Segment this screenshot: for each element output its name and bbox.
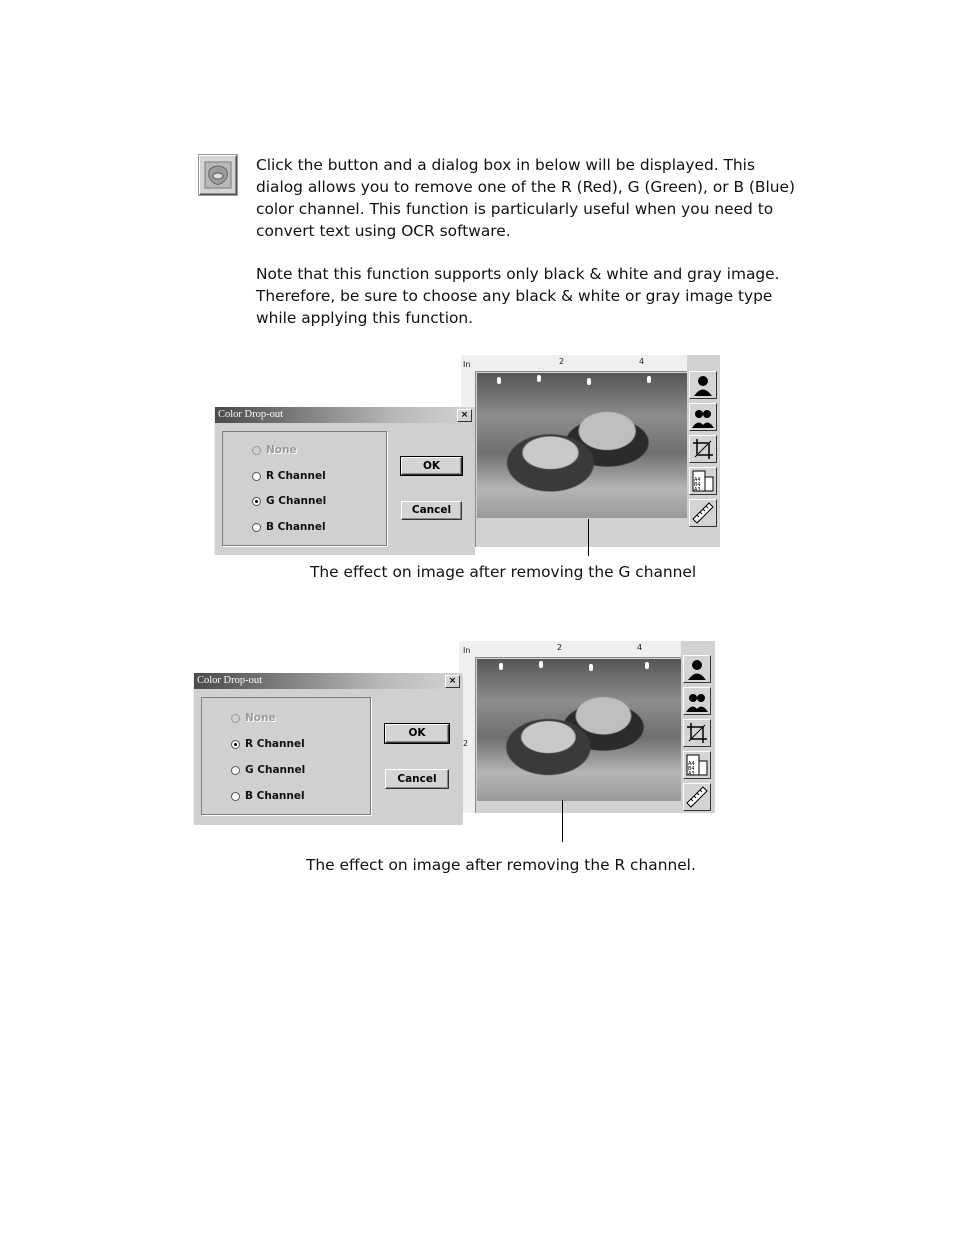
radio-b-channel[interactable]: B Channel (231, 790, 305, 802)
cancel-button[interactable]: Cancel (385, 769, 449, 789)
ok-button[interactable]: OK (385, 724, 449, 743)
channel-group (222, 431, 387, 546)
radio-none[interactable]: None (231, 712, 276, 724)
ruler-icon (685, 785, 709, 809)
radio-button-icon (252, 523, 261, 532)
preview-photo (477, 659, 681, 801)
intro-paragraph-2: Note that this function supports only black & white and gray image. Therefore, be sure to choose any black & white or gray image type while applying this function. (256, 265, 780, 327)
radio-g-channel[interactable]: G Channel (252, 495, 326, 507)
close-button[interactable]: × (457, 409, 472, 422)
group-portrait-button[interactable] (683, 687, 711, 715)
ruler-tick: 2 (559, 357, 565, 366)
radio-button-icon (231, 714, 240, 723)
color-dropout-icon (204, 161, 232, 189)
ruler-tick: 2 (463, 739, 469, 748)
dialog-titlebar (194, 673, 463, 689)
svg-text:A3: A3 (688, 771, 695, 777)
ruler-top (459, 641, 681, 658)
figure-caption-g: The effect on image after removing the G channel (310, 563, 697, 581)
crop-icon (691, 437, 715, 461)
paper-size-icon (685, 753, 709, 777)
color-dropout-dialog (214, 407, 475, 555)
preview-photo (477, 373, 687, 518)
preview-side-toolbar (681, 653, 715, 813)
crop-icon (685, 721, 709, 745)
radio-button-icon (252, 446, 261, 455)
color-dropout-button[interactable] (199, 155, 237, 195)
close-button[interactable]: × (445, 675, 460, 688)
single-portrait-button[interactable] (683, 655, 711, 683)
radio-b-channel[interactable]: B Channel (252, 521, 326, 533)
dialog-title: Color Drop-out (197, 675, 263, 686)
ruler-tick: 4 (639, 357, 645, 366)
radio-none[interactable]: None (252, 444, 297, 456)
portrait-icon (691, 373, 715, 397)
group-portrait-icon (691, 405, 715, 429)
crop-button[interactable] (689, 435, 717, 463)
preview-side-toolbar (687, 369, 720, 547)
cancel-button[interactable]: Cancel (401, 501, 462, 520)
channel-group (201, 697, 371, 815)
group-portrait-button[interactable] (689, 403, 717, 431)
group-portrait-icon (685, 689, 709, 713)
image-preview-panel (459, 641, 715, 813)
dialog-titlebar (215, 407, 475, 423)
portrait-icon (685, 657, 709, 681)
svg-text:B4: B4 (694, 482, 701, 488)
color-dropout-dialog (193, 673, 463, 825)
ruler-button[interactable] (689, 499, 717, 527)
figure-caption-r: The effect on image after removing the R channel. (306, 856, 696, 874)
ruler-unit: In (463, 646, 471, 655)
ruler-button[interactable] (683, 783, 711, 811)
ok-button[interactable]: OK (401, 457, 462, 475)
paper-size-button[interactable] (683, 751, 711, 779)
dialog-title: Color Drop-out (218, 409, 284, 420)
ruler-icon (691, 501, 715, 525)
paper-size-button[interactable] (689, 467, 717, 495)
svg-text:B4: B4 (688, 766, 695, 772)
single-portrait-button[interactable] (689, 371, 717, 399)
radio-r-channel[interactable]: R Channel (252, 470, 326, 482)
paper-size-icon (691, 469, 715, 493)
callout-line (588, 519, 589, 556)
radio-button-icon (252, 497, 261, 506)
ruler-top (461, 355, 687, 372)
svg-text:A4: A4 (688, 761, 695, 767)
ruler-tick: 2 (557, 643, 563, 652)
svg-text:A3: A3 (694, 487, 701, 493)
callout-line (562, 800, 563, 842)
radio-button-icon (231, 792, 240, 801)
ruler-tick: 4 (637, 643, 643, 652)
radio-button-icon (231, 766, 240, 775)
crop-button[interactable] (683, 719, 711, 747)
radio-g-channel[interactable]: G Channel (231, 764, 305, 776)
intro-paragraph-1: Click the button and a dialog box in below will be displayed. This dialog allows you to remove one of the R (Red), G (Green), or B (Blue) color channel. This function is particularly useful when you need to convert text using OCR software. (256, 156, 795, 240)
svg-text:A4: A4 (694, 477, 701, 483)
radio-r-channel[interactable]: R Channel (231, 738, 305, 750)
radio-button-icon (231, 740, 240, 749)
radio-button-icon (252, 472, 261, 481)
image-preview-panel (461, 355, 720, 547)
ruler-unit: In (463, 360, 471, 369)
